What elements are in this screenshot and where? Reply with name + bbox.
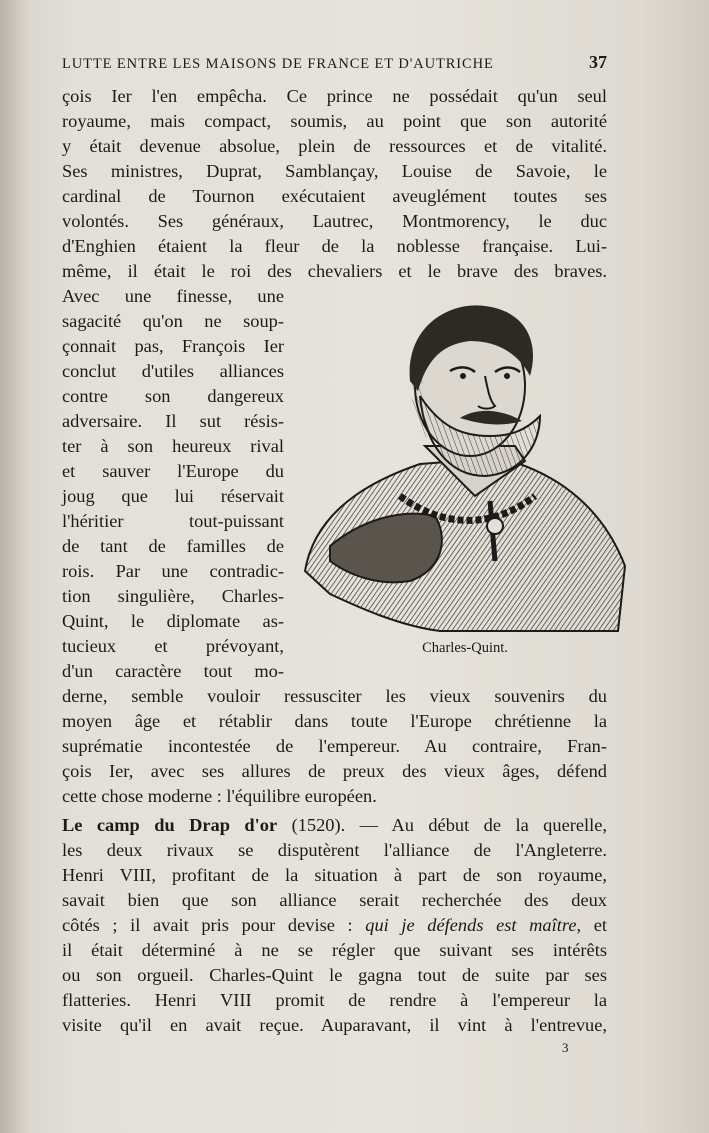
text-line: derne, semble vouloir ressusciter les vieux souvenirs du <box>62 686 607 706</box>
wrapped-text-line: rois. Par une contradic- <box>62 561 284 581</box>
text-line: çois Ier l'en empêcha. Ce prince ne possédait qu'un seul <box>62 86 607 106</box>
text-line: il était déterminé à ne se régler que suivant ses intérêts <box>62 940 607 960</box>
wrapped-text-line: sagacité qu'on ne soup- <box>62 311 284 331</box>
text-line: y était devenue absolue, plein de ressources et de vitalité. <box>62 136 607 156</box>
wrapped-text-line: ter à son heureux rival <box>62 436 284 456</box>
motto-tail: , et <box>576 915 607 935</box>
motto: qui je défends est maître <box>365 915 577 935</box>
text-line: cette chose moderne : l'équilibre européen. <box>62 786 377 806</box>
wrapped-text-line: joug que lui réservait <box>62 486 284 506</box>
wrapped-text-line: d'un caractère tout mo- <box>62 661 284 681</box>
figure-caption: Charles-Quint. <box>422 640 508 656</box>
text-line: même, il était le roi des chevaliers et le brave des braves. <box>62 261 607 281</box>
section-heading-rest: (1520). — Au début de la querelle, <box>277 815 607 835</box>
text-line: Ses ministres, Duprat, Samblançay, Louise de Savoie, le <box>62 161 607 181</box>
text-line: moyen âge et rétablir dans toute l'Europe chrétienne la <box>62 711 607 731</box>
wrapped-text-line: Quint, le diplomate as- <box>62 611 284 631</box>
motto-lead: côtés ; il avait pris pour devise : <box>62 915 366 935</box>
wrapped-text-line: Avec une finesse, une <box>62 286 284 306</box>
text-line: çois Ier, avec ses allures de preux des vieux âges, défend <box>62 761 607 781</box>
text-line: d'Enghien étaient la fleur de la noblesse française. Lui- <box>62 236 607 256</box>
text-line: volontés. Ses généraux, Lautrec, Montmorency, le duc <box>62 211 607 231</box>
page-number: 37 <box>589 52 607 72</box>
text-line: cardinal de Tournon exécutaient aveuglément toutes ses <box>62 186 607 206</box>
wrapped-text-line: adversaire. Il sut résis- <box>62 411 284 431</box>
wrapped-text-line: contre son dangereux <box>62 386 284 406</box>
text-line: flatteries. Henri VIII promit de rendre à l'empereur la <box>62 990 607 1010</box>
running-header <box>62 52 607 73</box>
wrapped-text-line: conclut d'utiles alliances <box>62 361 284 381</box>
wrapped-text-line: et sauver l'Europe du <box>62 461 284 481</box>
text-line: suprématie incontestée de l'empereur. Au contraire, Fran- <box>62 736 607 756</box>
wrapped-text-line: tion singulière, Charles- <box>62 586 284 606</box>
motto-line <box>62 913 607 938</box>
signature-mark: 3 <box>562 1040 569 1055</box>
text-line: les deux rivaux se disputèrent l'alliance de l'Angleterre. <box>62 840 607 860</box>
text-line: visite qu'il en avait reçue. Auparavant, il vint à l'entrevue, <box>62 1015 607 1035</box>
engraved-portrait-icon <box>300 296 630 636</box>
text-line: royaume, mais compact, soumis, au point que son autorité <box>62 111 607 131</box>
wrapped-text-line: çonnait pas, François Ier <box>62 336 284 356</box>
running-title: LUTTE ENTRE LES MAISONS DE FRANCE ET D'AUTRICHE <box>62 56 494 72</box>
wrapped-text-line: tucieux et prévoyant, <box>62 636 284 656</box>
text-line: Henri VIII, profitant de la situation à part de son royaume, <box>62 865 607 885</box>
text-line: ou son orgueil. Charles-Quint le gagna tout de suite par ses <box>62 965 607 985</box>
text-line: savait bien que son alliance serait recherchée des deux <box>62 890 607 910</box>
wrapped-text-line: de tant de familles de <box>62 536 284 556</box>
wrapped-text-line: l'héritier tout-puissant <box>62 511 284 531</box>
section-heading-line <box>62 813 607 838</box>
section-heading: Le camp du Drap d'or <box>62 815 278 835</box>
